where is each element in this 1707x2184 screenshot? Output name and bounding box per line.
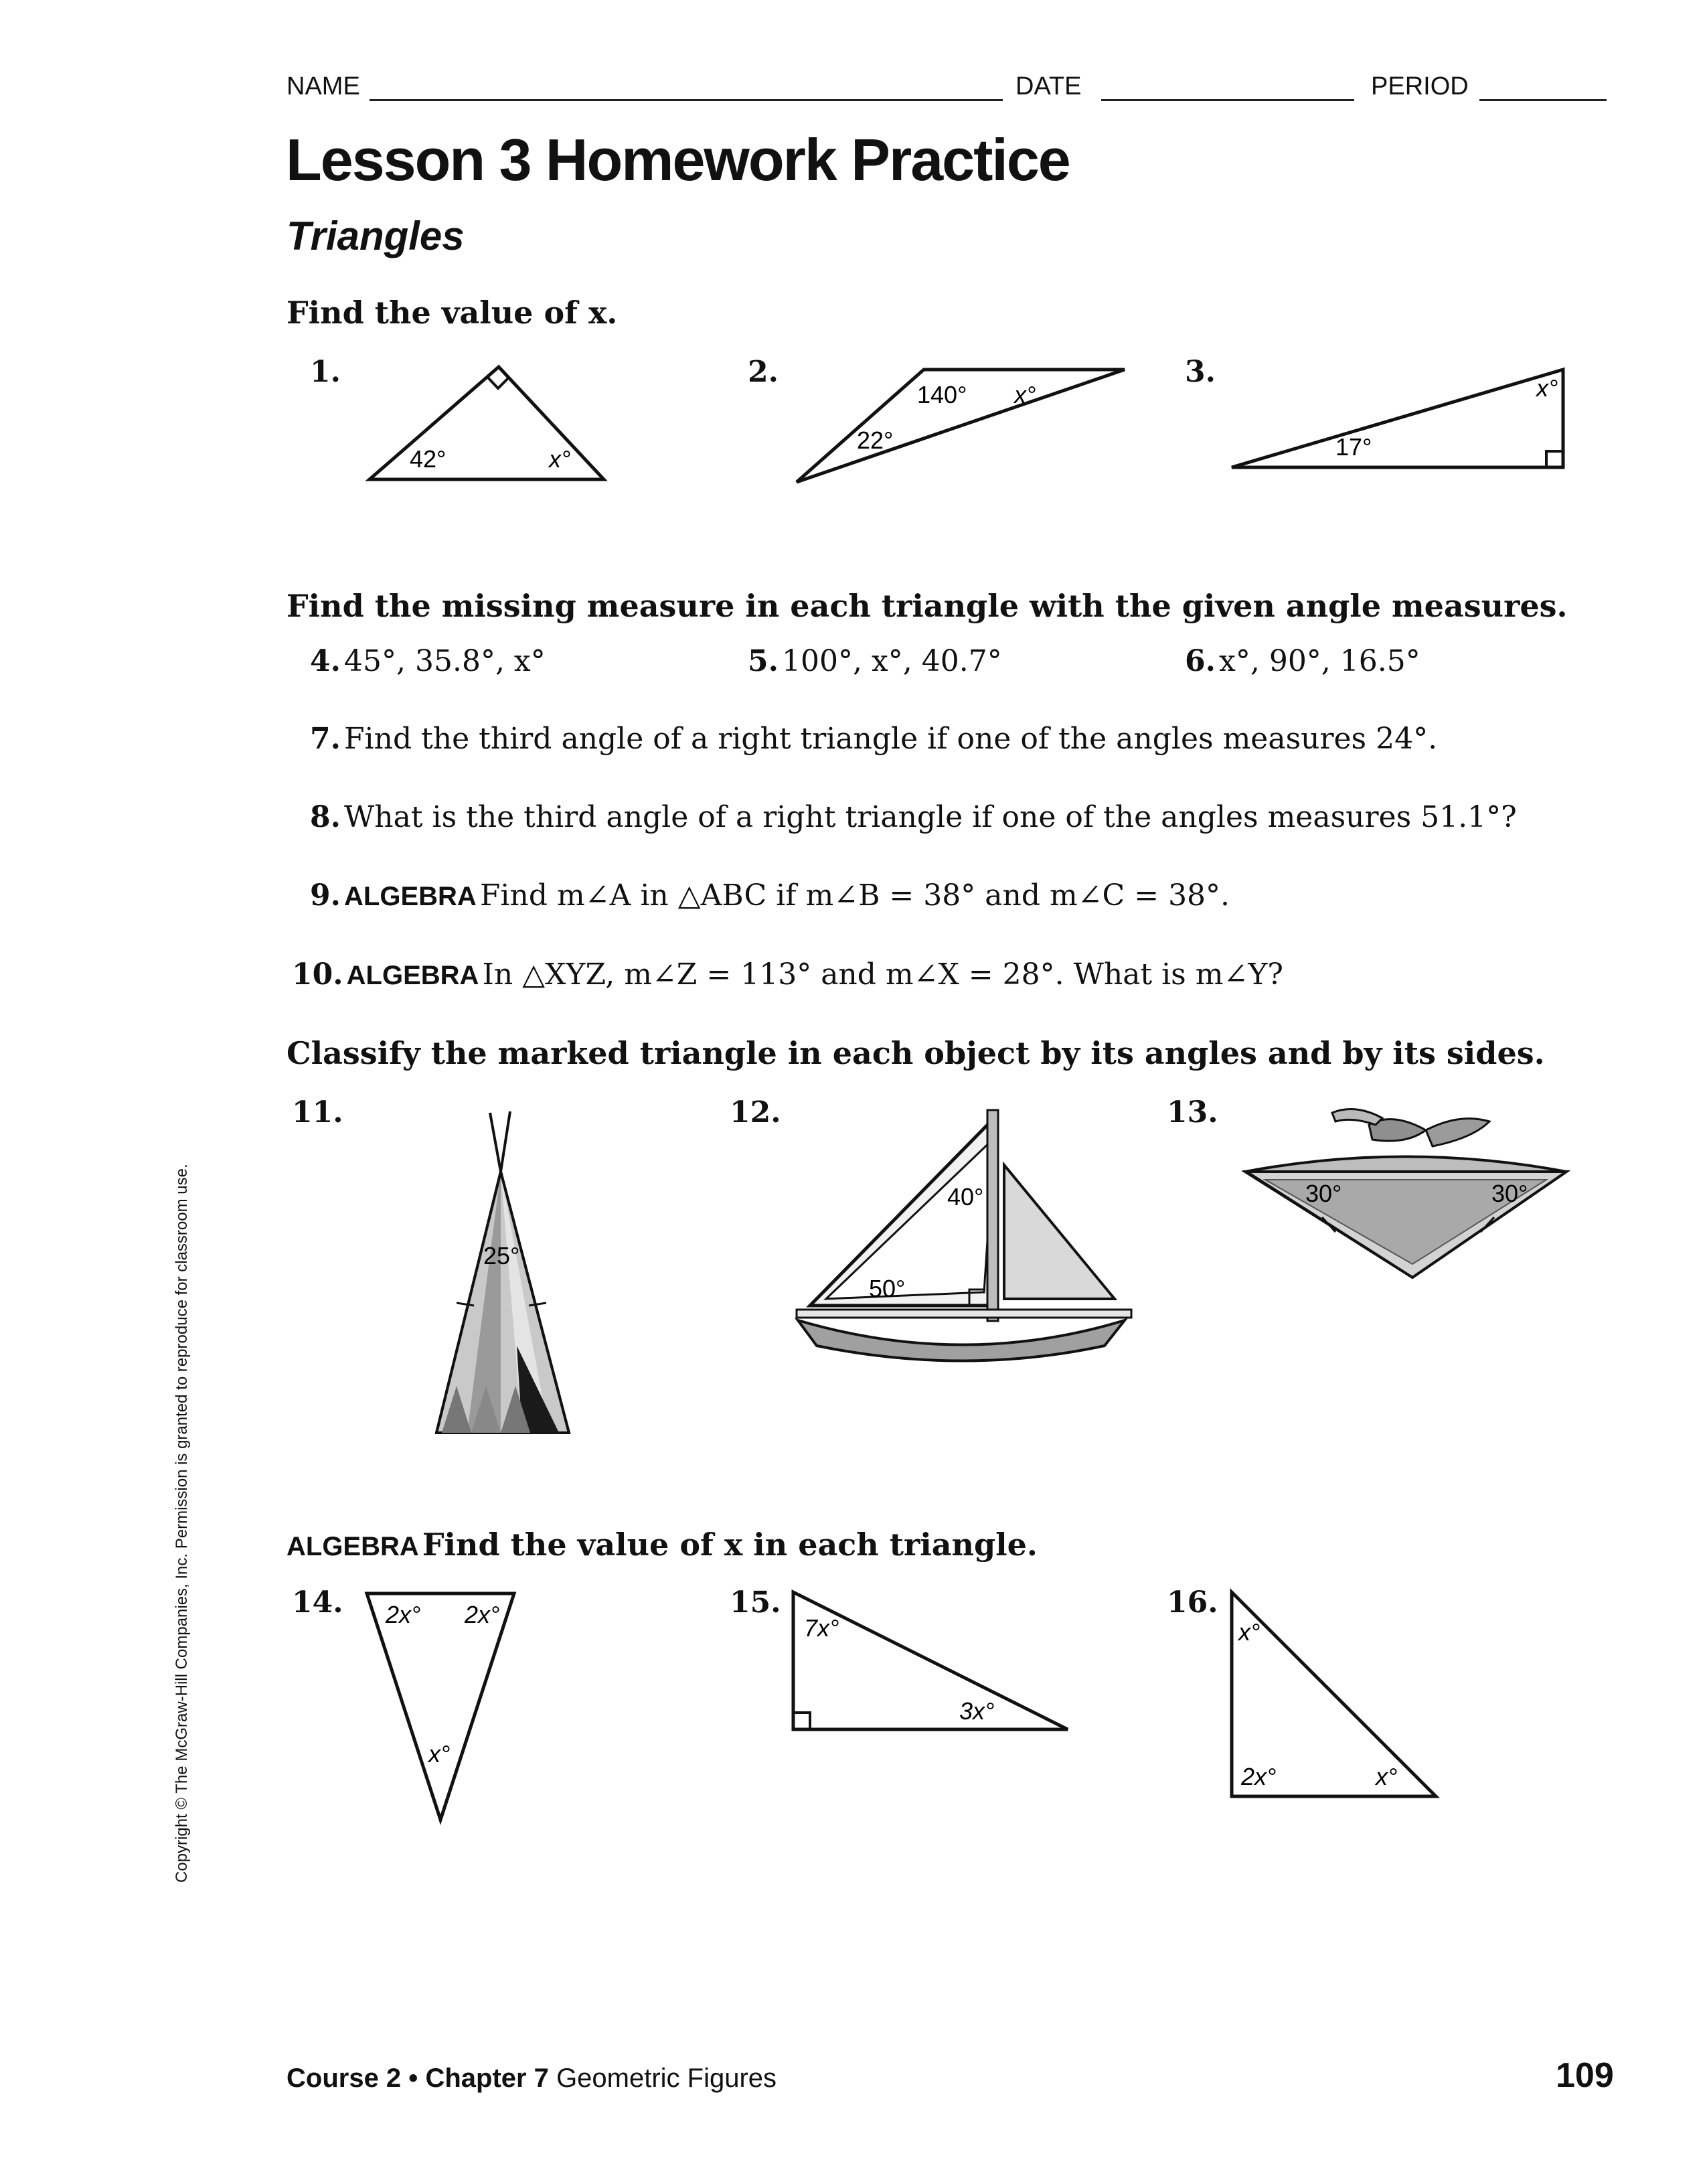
problem-7: 7. Find the third angle of a right triangle if one of the angles measures 24°. <box>310 722 1438 756</box>
name-line[interactable] <box>370 99 1003 101</box>
problem-13-angle-a: 30° <box>1305 1180 1342 1207</box>
problem-14-angle-a: 2x° <box>386 1601 421 1628</box>
period-line[interactable] <box>1479 99 1607 101</box>
problem-14-number: 14. <box>292 1585 343 1620</box>
page-title: Lesson 3 Homework Practice <box>286 127 1070 193</box>
problem-1-number: 1. <box>310 355 341 389</box>
section3-instruction: Classify the marked triangle in each object by its angles and by its sides. <box>287 1035 1545 1071</box>
section1-instruction: Find the value of x. <box>287 295 618 331</box>
date-line[interactable] <box>1101 99 1354 101</box>
problem-1-angle-x: x° <box>549 445 571 473</box>
problem-15-number: 15. <box>730 1585 781 1620</box>
problem-2-triangle <box>790 362 1138 489</box>
problem-11-number: 11. <box>292 1095 343 1129</box>
problem-14-angle-x: x° <box>428 1740 451 1768</box>
problem-2-angle-b: 22° <box>857 426 894 454</box>
section4-instruction: ALGEBRA Find the value of x in each triangle. <box>287 1527 1038 1563</box>
problem-11-angle: 25° <box>483 1242 520 1269</box>
problem-9: 9. ALGEBRA Find m∠A in △ABC if m∠B = 38° and m∠C = 38°. <box>310 878 1230 913</box>
period-label: PERIOD <box>1371 72 1469 100</box>
problem-12-number: 12. <box>730 1095 781 1129</box>
page-number: 109 <box>1556 2056 1614 2095</box>
problem-3-number: 3. <box>1185 355 1216 389</box>
problem-10: 10. ALGEBRA In △XYZ, m∠Z = 113° and m∠X = 28°. What is m∠Y? <box>292 957 1283 992</box>
problem-5: 5. 100°, x°, 40.7° <box>748 644 1002 678</box>
section2-instruction: Find the missing measure in each triangle with the given angle measures. <box>287 588 1568 624</box>
problem-13-number: 13. <box>1167 1095 1218 1129</box>
problem-2-angle-a: 140° <box>917 381 967 408</box>
problem-4: 4. 45°, 35.8°, x° <box>310 644 546 678</box>
problem-16-angle-c: x° <box>1376 1763 1398 1790</box>
date-label: DATE <box>1015 72 1082 100</box>
problem-15-angle-a: 7x° <box>804 1614 839 1642</box>
problem-12-angle-a: 40° <box>947 1183 984 1211</box>
problem-1-angle-a: 42° <box>410 445 446 473</box>
problem-6: 6. x°, 90°, 16.5° <box>1185 644 1420 678</box>
problem-15-angle-b: 3x° <box>959 1697 995 1725</box>
problem-16-number: 16. <box>1167 1585 1218 1620</box>
problem-12-angle-b: 50° <box>869 1275 906 1302</box>
problem-15-triangle <box>787 1585 1081 1739</box>
problem-14-angle-b: 2x° <box>465 1601 500 1628</box>
teepee-illustration <box>422 1105 582 1439</box>
problem-14-triangle <box>361 1587 522 1828</box>
problem-2-angle-x: x° <box>1014 381 1036 408</box>
copyright-notice: Copyright © The McGraw-Hill Companies, Inc. Permission is granted to reproduce for classroom use. <box>173 1164 191 1883</box>
problem-16-triangle <box>1225 1585 1446 1806</box>
problem-8: 8. What is the third angle of a right triangle if one of the angles measures 51.1°? <box>310 800 1517 834</box>
page-subtitle: Triangles <box>287 214 465 258</box>
problem-16-angle-a: x° <box>1238 1618 1261 1646</box>
sailboat-illustration <box>790 1105 1138 1386</box>
problem-13-angle-b: 30° <box>1491 1180 1528 1207</box>
problem-3-angle-x: x° <box>1536 374 1558 402</box>
problem-3-angle-a: 17° <box>1335 433 1372 461</box>
problem-3-triangle <box>1225 362 1573 475</box>
name-label: NAME <box>287 72 360 100</box>
footer-course-info: Course 2 • Chapter 7 Geometric Figures <box>287 2063 777 2093</box>
problem-1-triangle <box>361 355 616 489</box>
problem-2-number: 2. <box>748 355 779 389</box>
problem-16-angle-b: 2x° <box>1241 1763 1277 1790</box>
bandana-illustration <box>1232 1098 1580 1292</box>
